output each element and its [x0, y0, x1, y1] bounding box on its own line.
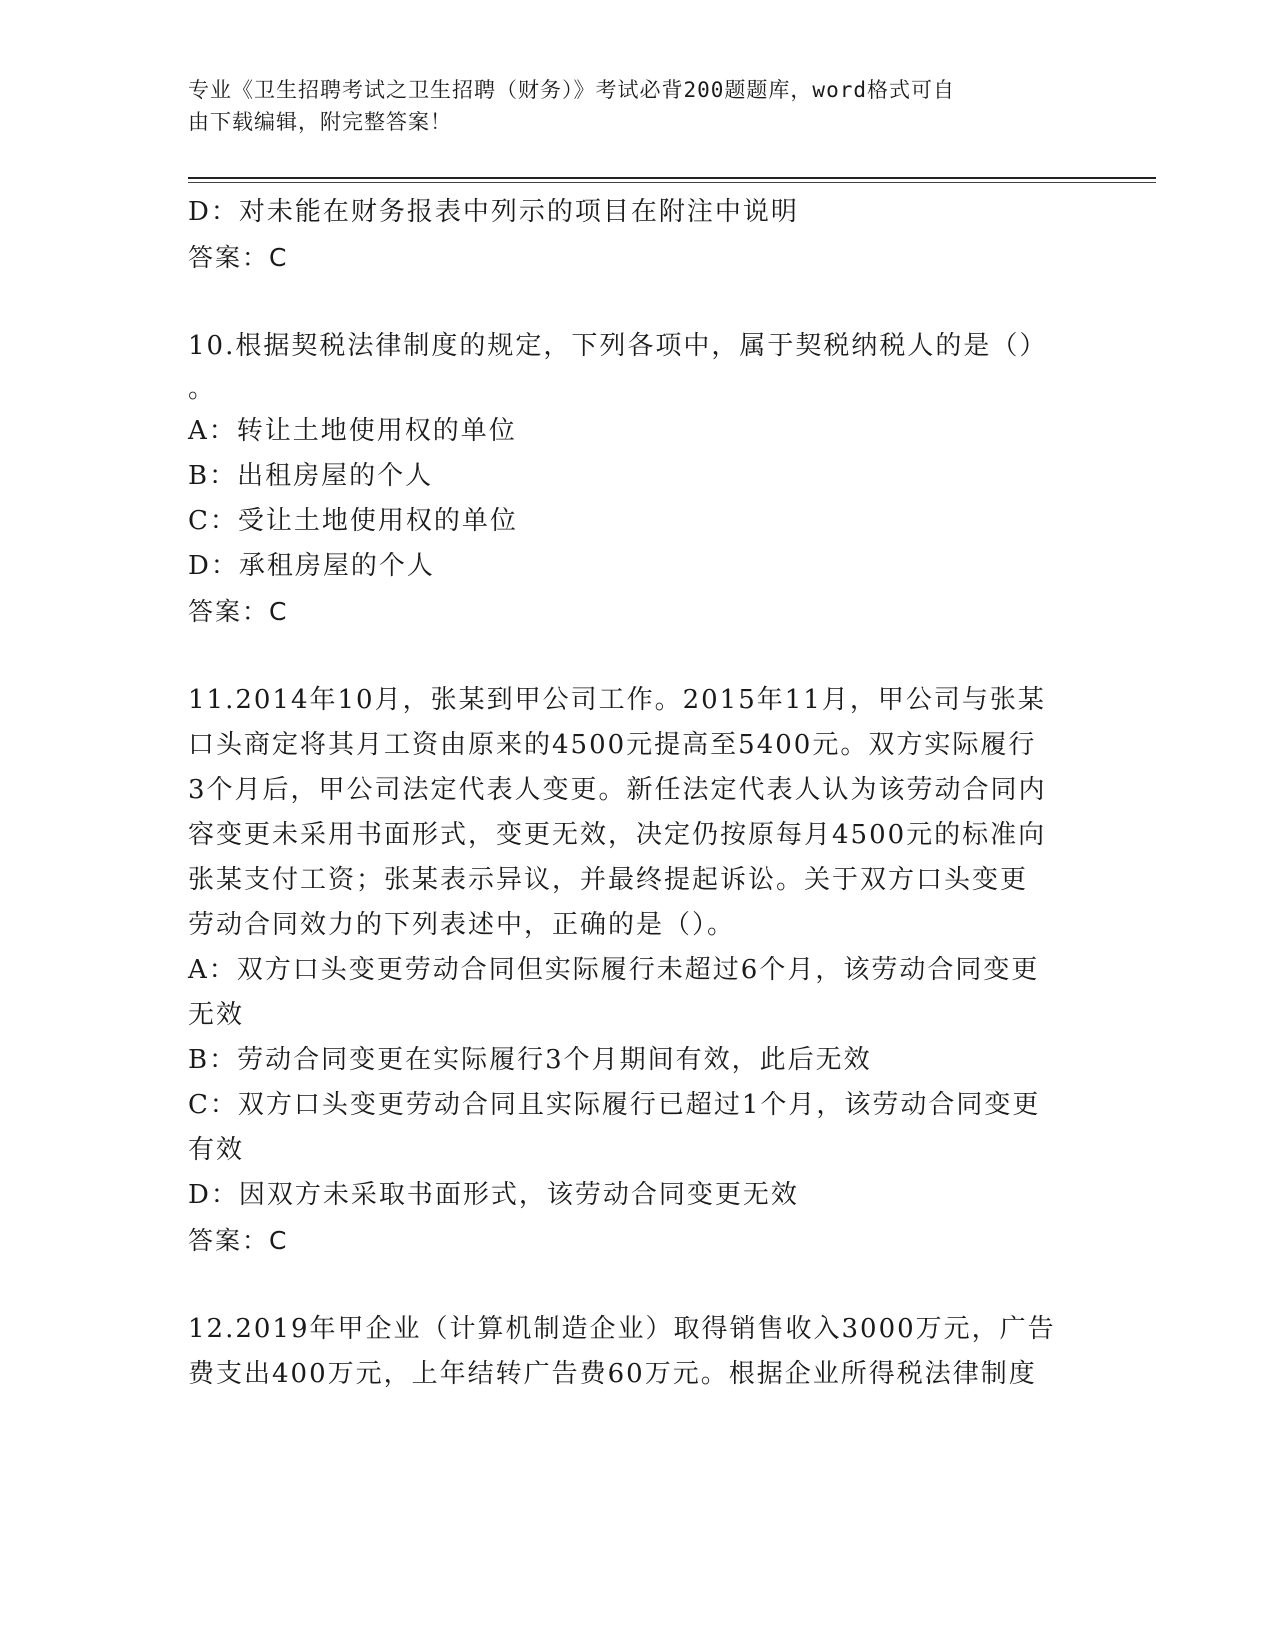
- q10-option-c: C：受让土地使用权的单位: [188, 506, 518, 536]
- q11-option-a: A：双方口头变更劳动合同但实际履行未超过6个月，该劳动合同变更: [188, 955, 1040, 985]
- spacer: [188, 1263, 1088, 1307]
- header-line-2: 由下载编辑，附完整答案！: [188, 110, 452, 134]
- page-header: [188, 74, 1088, 138]
- q11-option-b: B：劳动合同变更在实际履行3个月期间有效，此后无效: [188, 1045, 872, 1075]
- q10-answer: 答案：C: [188, 597, 289, 626]
- q10-option-a: A：转让土地使用权的单位: [188, 416, 517, 446]
- q10-stem-line-2: 。: [188, 374, 217, 404]
- header-line-1: 专业《卫生招聘考试之卫生招聘（财务）》考试必背200题题库，word格式可自: [188, 78, 955, 102]
- question-content: [188, 190, 1088, 1397]
- q10-option-b: B：出租房屋的个人: [188, 461, 434, 491]
- q11-stem-line-4: 容变更未采用书面形式，变更无效，决定仍按原每月4500元的标准向: [188, 820, 1047, 850]
- q11-option-c: C：双方口头变更劳动合同且实际履行已超过1个月，该劳动合同变更: [188, 1090, 1041, 1120]
- prev-option-d: D：对未能在财务报表中列示的项目在附注中说明: [188, 197, 799, 227]
- spacer: [188, 280, 1088, 324]
- q11-answer: 答案：C: [188, 1226, 289, 1255]
- q11-stem-line-5: 张某支付工资；张某表示异议，并最终提起诉讼。关于双方口头变更: [188, 865, 1029, 895]
- header-divider-thick: [188, 177, 1156, 179]
- prev-answer: 答案：C: [188, 243, 289, 272]
- q11-stem-line-6: 劳动合同效力的下列表述中，正确的是（）。: [188, 910, 736, 940]
- header-divider-thin: [188, 182, 1156, 183]
- q12-stem-line-1: 12.2019年甲企业（计算机制造企业）取得销售收入3000万元，广告: [188, 1314, 1056, 1344]
- q11-option-d: D：因双方未采取书面形式，该劳动合同变更无效: [188, 1180, 799, 1210]
- q12-stem-line-2: 费支出400万元，上年结转广告费60万元。根据企业所得税法律制度: [188, 1359, 1037, 1389]
- q11-option-a-cont: 无效: [188, 1000, 245, 1030]
- q11-option-c-cont: 有效: [188, 1135, 245, 1165]
- q11-stem-line-1: 11.2014年10月，张某到甲公司工作。2015年11月，甲公司与张某: [188, 685, 1046, 715]
- spacer: [188, 634, 1088, 678]
- q11-stem-line-2: 口头商定将其月工资由原来的4500元提高至5400元。双方实际履行: [188, 730, 1037, 760]
- q10-stem-line-1: 10.根据契税法律制度的规定，下列各项中，属于契税纳税人的是（）: [188, 331, 1048, 361]
- q10-option-d: D：承租房屋的个人: [188, 551, 435, 581]
- q11-stem-line-3: 3个月后，甲公司法定代表人变更。新任法定代表人认为该劳动合同内: [188, 775, 1047, 805]
